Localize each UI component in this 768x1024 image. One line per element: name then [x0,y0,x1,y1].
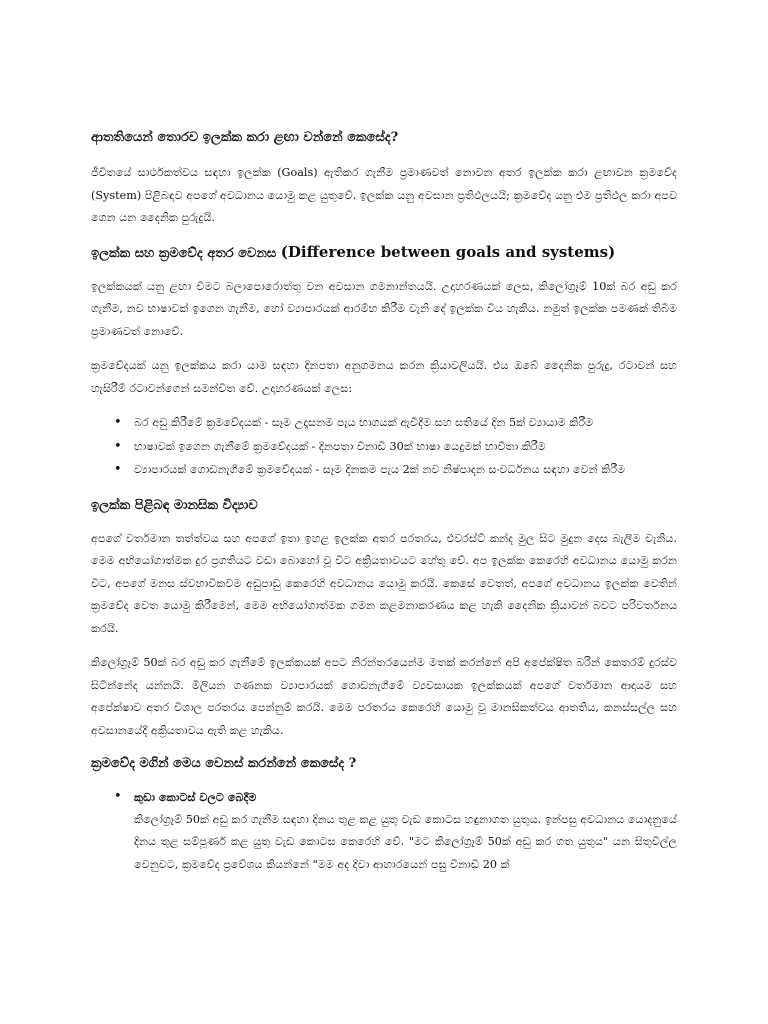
heading-difference-en: (Difference between goals and systems) [280,242,616,261]
heading-psychology: ඉලක්ක පිළිබඳ මානසික විද්‍යාව [91,497,258,513]
heading-main: ආතතියෙන් තොරව ඉලක්ක කරා ළඟා වන්නේ කෙසේද? [91,130,399,145]
step-text: කිලෝග්‍රෑම් 50ක් අඩු කර ගැනීම සඳහා දිනය තුළ කළ යුතු වැඩ කොටස හඳුනාගත යුතුය. ඉන්පසු අවධානය යොදනුයේ දිනය තුළ සම්පූර්ණ කළ යුතු වැඩ කොටස කෙරෙහි වේ. "මට කිලෝග්‍රෑම් 50ක් අඩු කර ගත යුතුය" යන සිතුවිල්ල වෙනුවට, ක්‍රමවේද ප්‍රවේශය කියන්නේ "මම අද දිවා ආහාරයෙන් පසු විනාඩි 20 ක් [134,812,677,871]
goal-paragraph: ඉලක්කයක් යනු ළඟා වීමට බලාපොරොත්තු වන අවසාන ගමනාන්තයයි. උදාහරණයක් ලෙස, කිලෝග්‍රෑම් 10ක් බර අඩු කර ගැනීම, නව භාෂාවක් ඉගෙන ගැනීම, හෝ ව්‍යාපාරයක් ආරම්භ කිරීම වැනි දේ ඉලක්ක විය හැකිය. නමුත් ඉලක්ක පමණක් තිබීම ප්‍රමාණවත් නොවේ. [91,279,677,338]
list-item: • ව්‍යාපාරයක් ගොඩනැගීමේ ක්‍රමවේදයක් - සෑම දිනකම පැය 2ක් නව නිෂ්පාදන සංවර්ධනය සඳහා වෙන් කිරීම [91,459,677,482]
heading-how: ක්‍රමවේද මගින් මෙය වෙනස් කරන්නේ කෙසේද ? [91,756,357,771]
list-item: • භාෂාවක් ඉගෙන ගැනීමේ ක්‍රමවේදයක් - දිනපතා විනාඩි 30ක් භාෂා යෙදුමක් භාවිතා කිරීම [91,436,677,459]
document-page [91,120,677,876]
psychology-paragraph-1: අපගේ වර්තමාන තත්ත්වය සහ අපගේ ඉතා ඉහළ ඉලක්ක අතර පරතරය, එවරස්ට් කන්ද මුල සිට මුදුන දෙස බැලීම වැනිය. මෙම අභියෝගාත්මක දුර ප්‍රගතියට වඩා බොහෝ වූ විට අක්‍රියතාවයට හේතු වේ. අප ඉලක්ක කෙරෙහි අවධානය යොමු කරන විට, අපගේ මනස ස්වභාවිකවම අඩුපාඩු කෙරෙහි අවධානය යොමු කරයි. කෙසේ වෙතත්, අපගේ අවධානය ඉලක්ක වෙතින් ක්‍රමවේද වෙත යොමු කිරීමෙන්, මෙම අභියෝගාත්මක ගමන කළමනාකරණය කළ හැකි දෛනික ක්‍රියාවන් බවට පරිවර්තනය කරයි. [91,531,677,635]
heading-difference-si: ඉලක්ක සහ ක්‍රමවේද අතර වෙනස [91,245,277,261]
heading-difference [91,242,677,264]
system-paragraph: ක්‍රමවේදයක් යනු ඉලක්කය කරා යාම සඳහා දිනපතා අනුගමනය කරන ක්‍රියාවලියයි. එය ඔබේ දෛනික පුරුදු, රටාවන් සහ හැසිරීම් රටාවන්ගෙන් සමන්විත වේ. උදාහරණයක් ලෙස: [91,359,677,395]
psychology-paragraph-2: කිලෝග්‍රෑම් 50ක් බර අඩු කර ගැනීමේ ඉලක්කයක් අපට නිරන්තරයෙන්ම මතක් කරන්නේ අපි අපේක්ෂිත බරින් කෙතරම් දුරස්ව සිටින්නේද යන්නයි. මිලියන ගණනක ව්‍යාපාරයක් ගොඩනැගීමේ ව්‍යවසායක ඉලක්කයක් අපගේ වර්තමාන ආදායම සහ අපේක්ෂාව අතර විශාල පරතරය පෙන්නුම් කරයි. මෙම පරතරය කෙරෙහි යොමු වූ මානසිකත්වය ආතතිය, කනස්සල්ල සහ අවසානයේදී අක්‍රියතාවය ඇති කළ හැකිය. [91,656,677,737]
system-examples-list [91,412,677,482]
step-title: • කුඩා කොටස් වලට බෙදීම [134,790,257,804]
step-item [91,786,677,876]
list-item: • බර අඩු කිරීමේ ක්‍රමවේදයක් - සෑම උදෑසනම පැය භාගයක් ඇවිදීම සහ සතියේ දින 5ක් ව්‍යායාම කිරීම [91,412,677,435]
intro-paragraph: ජීවිතයේ සාර්ථකත්වය සඳහා ඉලක්ක (Goals) ඇතිකර ගැනීම ප්‍රමාණවත් නොවන අතර ඉලක්ක කරා ළඟාවන ක්‍රමවේද (System) පිළිබඳව අපගේ අවධානය යොමු කළ යුතුවේ. ඉලක්ක යනු අවසාන ප්‍රතිඵලයයි; ක්‍රමවේද යනු එම ප්‍රතිඵල කරා අපව ගෙන යන දෛනික පුරුදුයි. [91,166,677,224]
